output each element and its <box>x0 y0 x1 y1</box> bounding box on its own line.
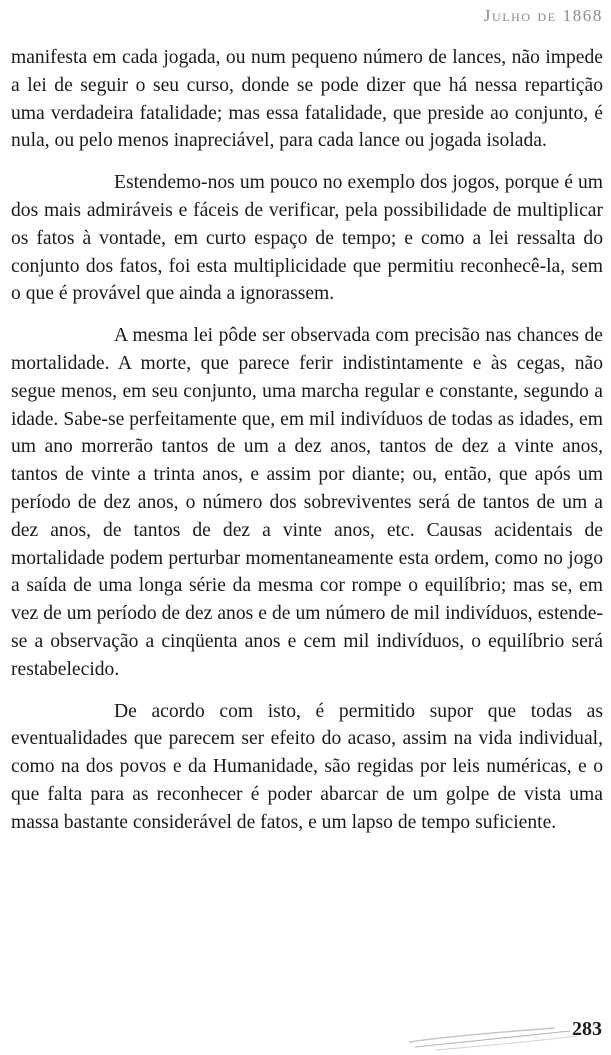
page-corner-flourish <box>405 1012 580 1052</box>
page-number: 283 <box>572 1018 602 1040</box>
running-header: Julho de 1868 <box>483 6 603 25</box>
paragraph-continued: manifesta em cada jogada, ou num pequeno número de lances, não impede a lei de seguir o seu curso, donde se pode dizer que há nessa repartição uma verdadeira fatalidade; mas essa fatalidade, que preside ao conjunto, é nula, ou pelo menos inapreciável, para cada lance ou jogada isolada. <box>11 47 603 152</box>
paragraph: Estendemo-nos um pouco no exemplo dos jogos, porque é um dos mais admiráveis e fáceis de verificar, pela possibilidade de multiplicar os fatos à vontade, em curto espaço de tempo; e como a lei ressalta do conjunto dos fatos, foi esta multiplicidade que permitiu reconhecê-la, sem o que é provável que ainda a ignorassem. <box>11 172 603 305</box>
paragraph: De acordo com isto, é permitido supor que todas as eventualidades que parecem ser efeito do acaso, assim na vida individual, como na dos povos e da Humanidade, são regidas por leis numéricas, e o que falta para as reconhecer é poder abarcar de um golpe de vista uma massa bastante considerável de fatos, e um lapso de tempo suficiente. <box>11 700 603 833</box>
body-text <box>11 44 603 837</box>
paragraph: A mesma lei pôde ser observada com precisão nas chances de mortalidade. A morte, que parece ferir indistintamente e às cegas, não segue menos, em seu conjunto, uma marcha regular e constante, segundo a idade. Sabe-se perfeitamente que, em mil indivíduos de todas as idades, em um ano morrerão tantos de um a dez anos, tantos de dez a vinte anos, tantos de vinte a trinta anos, e assim por diante; ou, então, que após um período de dez anos, o número dos sobreviventes será de tantos de um a dez anos, de tantos de dez a vinte anos, etc. Causas acidentais de mortalidade podem perturbar momentaneamente esta ordem, como no jogo a saída de uma longa série da mesma cor rompe o equilíbrio; mas se, em vez de um período de dez anos e de um número de mil indivíduos, estende-se a observação a cinqüenta anos e cem mil indivíduos, o equilíbrio será restabelecido. <box>11 325 603 680</box>
